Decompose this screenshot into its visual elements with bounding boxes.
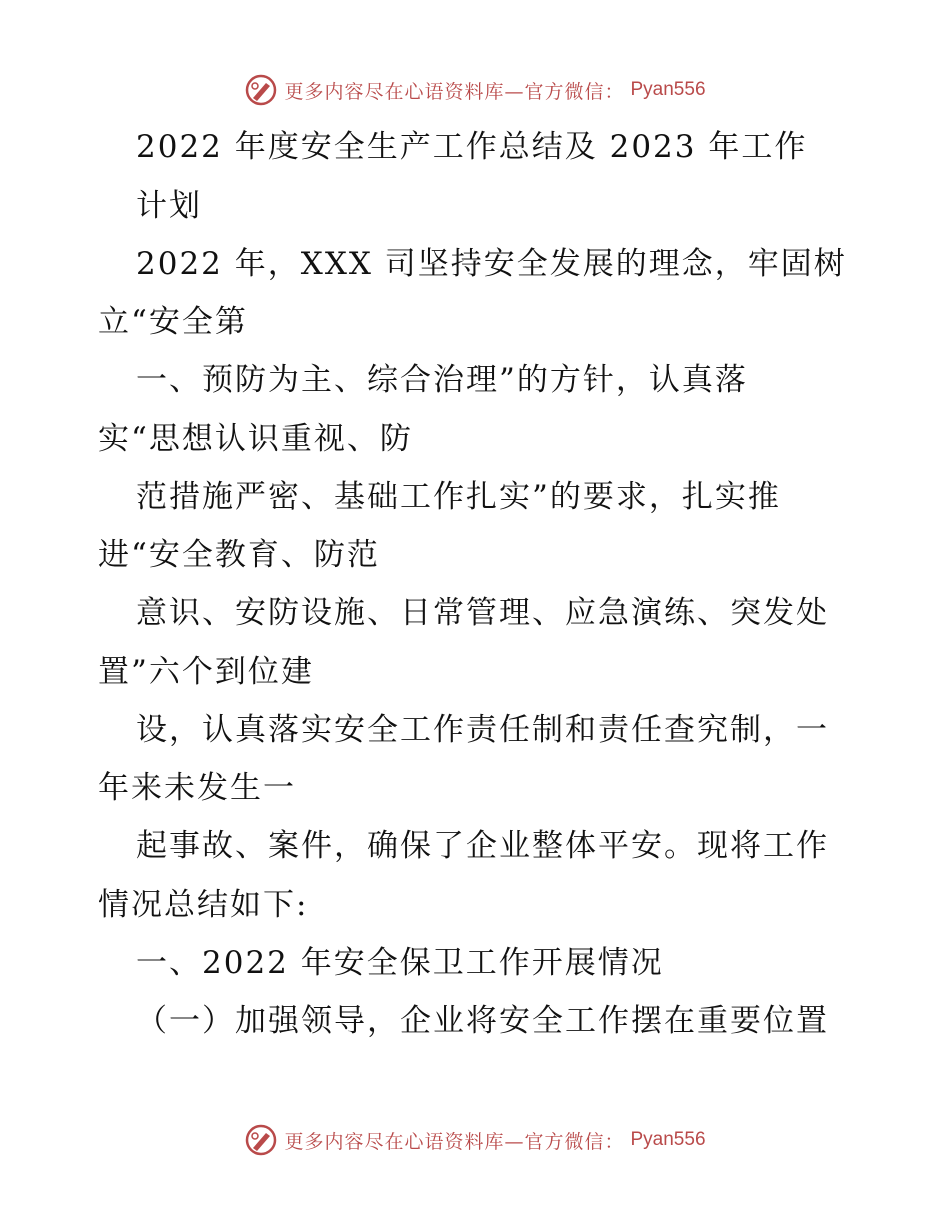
pen-logo-icon — [244, 1123, 278, 1157]
section-heading: 一、2022 年安全保卫工作开展情况 — [136, 945, 664, 981]
watermark-wechat-id: Pyan556 — [630, 79, 706, 100]
paragraph-line: 实“思想认识重视、防 — [98, 421, 413, 457]
paragraph-line: 意识、安防设施、日常管理、应急演练、突发处 — [136, 595, 829, 631]
paragraph-line: 立“安全第 — [98, 304, 248, 340]
paragraph-line: 进“安全教育、防范 — [98, 537, 380, 573]
paragraph-line: 设，认真落实安全工作责任制和责任查究制，一 — [136, 712, 829, 748]
paragraph-line: 年来未发生一 — [98, 770, 296, 806]
document-title-line-2: 计划 — [136, 188, 202, 224]
paragraph-line: 起事故、案件，确保了企业整体平安。现将工作 — [136, 828, 829, 864]
watermark-wechat-id: Pyan556 — [630, 1129, 706, 1150]
document-title-line-1: 2022 年度安全生产工作总结及 2023 年工作 — [136, 129, 808, 165]
paragraph-line: 情况总结如下: — [98, 887, 309, 923]
paragraph-line: 范措施严密、基础工作扎实”的要求，扎实推 — [136, 479, 781, 515]
paragraph-line: 置”六个到位建 — [98, 654, 314, 690]
subsection-heading: （一）加强领导，企业将安全工作摆在重要位置 — [136, 1003, 829, 1039]
watermark-banner-bottom — [0, 1120, 950, 1160]
paragraph-line: 一、预防为主、综合治理”的方针，认真落 — [136, 362, 748, 398]
watermark-text: 更多内容尽在心语资料库—官方微信： — [284, 1130, 625, 1153]
watermark-text: 更多内容尽在心语资料库—官方微信： — [284, 80, 625, 103]
paragraph-line: 2022 年，XXX 司坚持安全发展的理念，牢固树 — [136, 246, 847, 282]
